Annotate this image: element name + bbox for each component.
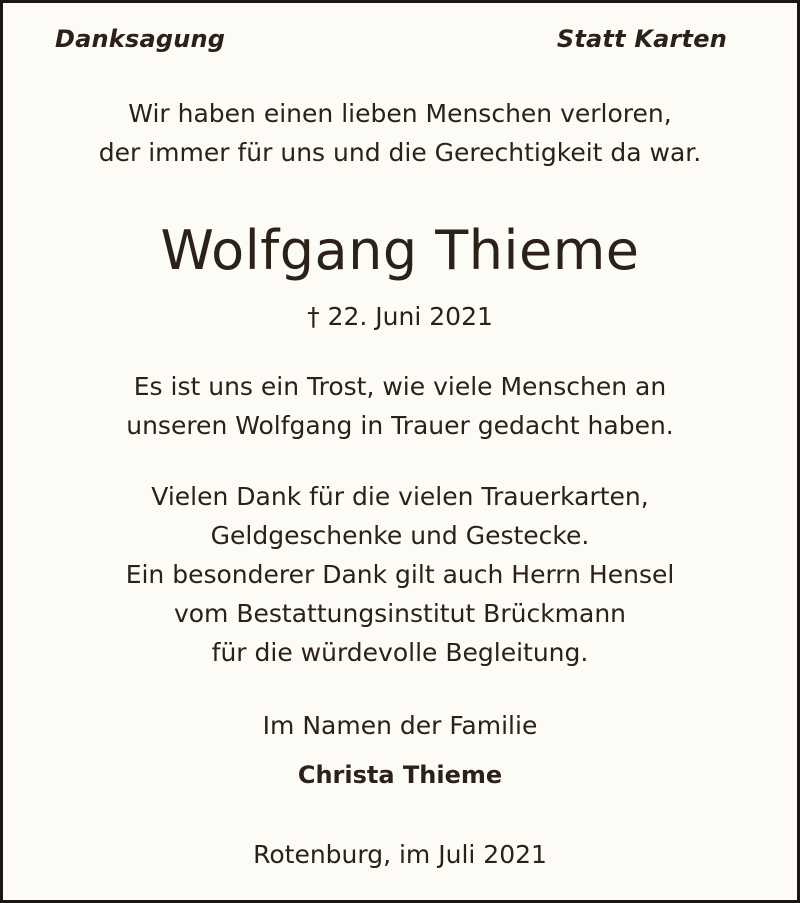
cross-icon: † <box>307 302 320 331</box>
trost-line: unseren Wolfgang in Trauer gedacht haben. <box>126 411 674 440</box>
closing-text <box>3 706 797 745</box>
intro-line: Wir haben einen lieben Menschen verloren, <box>128 99 672 128</box>
header-title-left: Danksagung <box>55 25 226 53</box>
thanks-line: Vielen Dank für die vielen Trauerkarten, <box>151 482 649 511</box>
header-title-right: Statt Karten <box>556 25 727 53</box>
thanks-line: für die würdevolle Begleitung. <box>211 638 589 667</box>
trost-line: Es ist uns ein Trost, wie viele Menschen an <box>133 372 667 401</box>
place-date <box>3 835 797 874</box>
deceased-name: Wolfgang Thieme <box>160 219 640 282</box>
trost-text <box>3 367 797 445</box>
signer-name: Christa Thieme <box>297 761 503 789</box>
closing-line: Im Namen der Familie <box>262 711 538 740</box>
thanks-line: Geldgeschenke und Gestecke. <box>210 521 590 550</box>
death-date-line <box>3 297 797 336</box>
thanks-line: vom Bestattungsinstitut Brückmann <box>173 599 627 628</box>
place-date-line: Rotenburg, im Juli 2021 <box>253 840 547 869</box>
thanks-line: Ein besonderer Dank gilt auch Herrn Hensel <box>125 560 675 589</box>
death-date: 22. Juni 2021 <box>327 302 493 331</box>
intro-text <box>3 94 797 172</box>
intro-line: der immer für uns und die Gerechtigkeit da war. <box>98 138 702 167</box>
thanks-text <box>3 477 797 672</box>
